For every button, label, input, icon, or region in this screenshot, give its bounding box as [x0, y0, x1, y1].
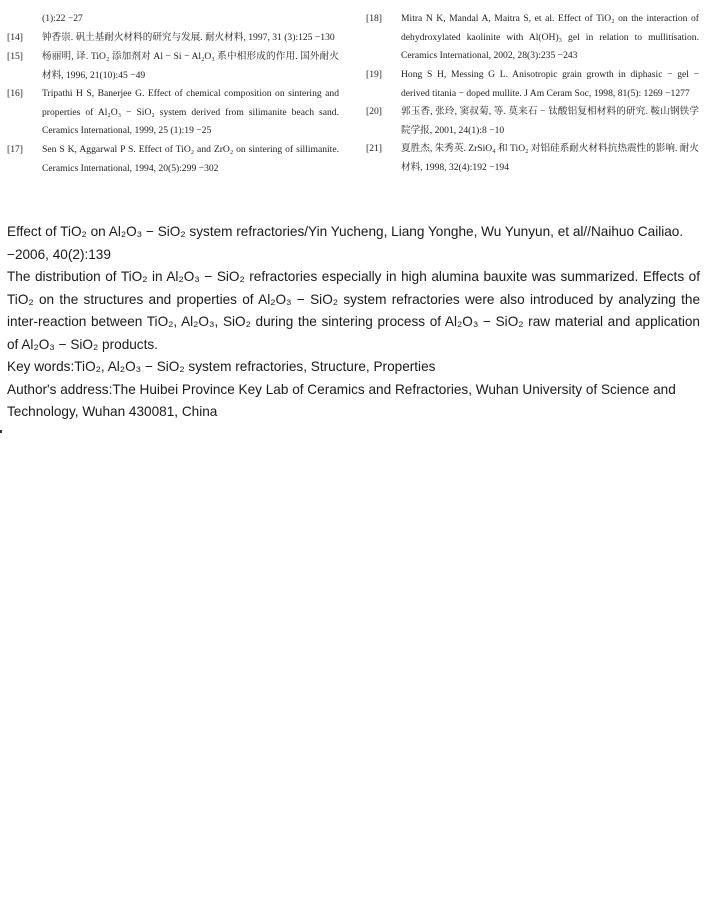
reference-item [7, 29, 339, 48]
reference-number: [18] [366, 13, 382, 24]
margin-mark [0, 430, 2, 433]
keywords-text: TiO₂, Al₂O₃ − SiO₂ system refractories, Structure, Properties [74, 359, 436, 374]
abstract-body: The distribution of TiO₂ in Al₂O₃ − SiO₂ refractories especially in high alumina bauxite was summarized. Effects of TiO₂ on the structures and properties of Al₂O₃ − SiO₂ system refractories were also introduced by analyzing the inter-reaction between TiO₂, Al₂O₃, SiO₂ during the sintering process of Al₂O₃ − SiO₂ raw material and application of Al₂O₃ − SiO₂ products. [7, 269, 700, 352]
reference-number: [15] [7, 51, 23, 62]
address-text: The Huibei Province Key Lab of Ceramics and Refractories, Wuhan University of Science and Technology, Wuhan 430081, China [7, 381, 676, 419]
reference-item [366, 10, 699, 66]
reference-text: (1):22 −27 [42, 13, 83, 24]
reference-item [366, 140, 699, 177]
reference-item [366, 103, 699, 140]
reference-item [7, 48, 339, 85]
abstract-title: Effect of TiO₂ on Al₂O₃ − SiO₂ system refractories/Yin Yucheng, Liang Yonghe, Wu Yunyun, et al//Naihuo Cailiao. −2006, 40(2):139 [7, 224, 684, 262]
reference-text: 杨丽明, 译. TiO₂ 添加剂对 Al − Si − Al₂O₃ 系中相形成的作用. 国外耐火材料, 1996, 21(10):45 −49 [42, 51, 339, 81]
reference-number: [20] [366, 106, 382, 117]
reference-number: [16] [7, 88, 23, 99]
reference-text: 钟香崇. 矾土基耐火材料的研究与发展. 耐火材料, 1997, 31 (3):125 −130 [42, 32, 335, 43]
english-abstract [7, 221, 700, 424]
reference-number: [14] [7, 32, 23, 43]
reference-text: Sen S K, Aggarwal P S. Effect of TiO₂ and ZrO₂ on sintering of sillimanite. Ceramics International, 1994, 20(5):299 −302 [42, 144, 339, 174]
reference-text: 郭玉香, 张玲, 窦叔菊, 等. 莫来石 − 钛酸铝复相材料的研究. 鞍山钢铁学院学报, 2001, 24(1):8 −10 [401, 106, 699, 136]
address-label: Author's address: [7, 381, 113, 397]
reference-item [7, 10, 339, 29]
reference-text: 夏胜杰, 朱秀英. ZrSiO₄ 和 TiO₂ 对铝硅系耐火材料抗热震性的影响. 耐火材料, 1998, 32(4):192 −194 [401, 143, 699, 173]
reference-text: Mitra N K, Mandal A, Maitra S, et al. Effect of TiO₂ on the interaction of dehydroxylated kaolinite with Al(OH)₃ gel in relation to mullitisation. Ceramics International, 2002, 28(3):235 −243 [401, 13, 699, 61]
reference-number: [19] [366, 69, 382, 80]
address-line [7, 379, 700, 424]
reference-number: [17] [7, 144, 23, 155]
reference-item [366, 66, 699, 103]
reference-text: Hong S H, Messing G L. Anisotropic grain growth in diphasic − gel − derived titania − doped mullite. J Am Ceram Soc, 1998, 81(5): 1269 −1277 [401, 69, 699, 99]
keywords-line [7, 356, 700, 379]
reference-number: [21] [366, 143, 382, 154]
keywords-label: Key words: [7, 359, 75, 374]
reference-item [7, 141, 339, 178]
reference-text: Tripathi H S, Banerjee G. Effect of chemical composition on sintering and properties of Al₂O₃ − SiO₂ system derived from silimanite beach sand. Ceramics International, 1999, 25 (1):19 −25 [42, 88, 339, 136]
reference-item [7, 85, 339, 141]
